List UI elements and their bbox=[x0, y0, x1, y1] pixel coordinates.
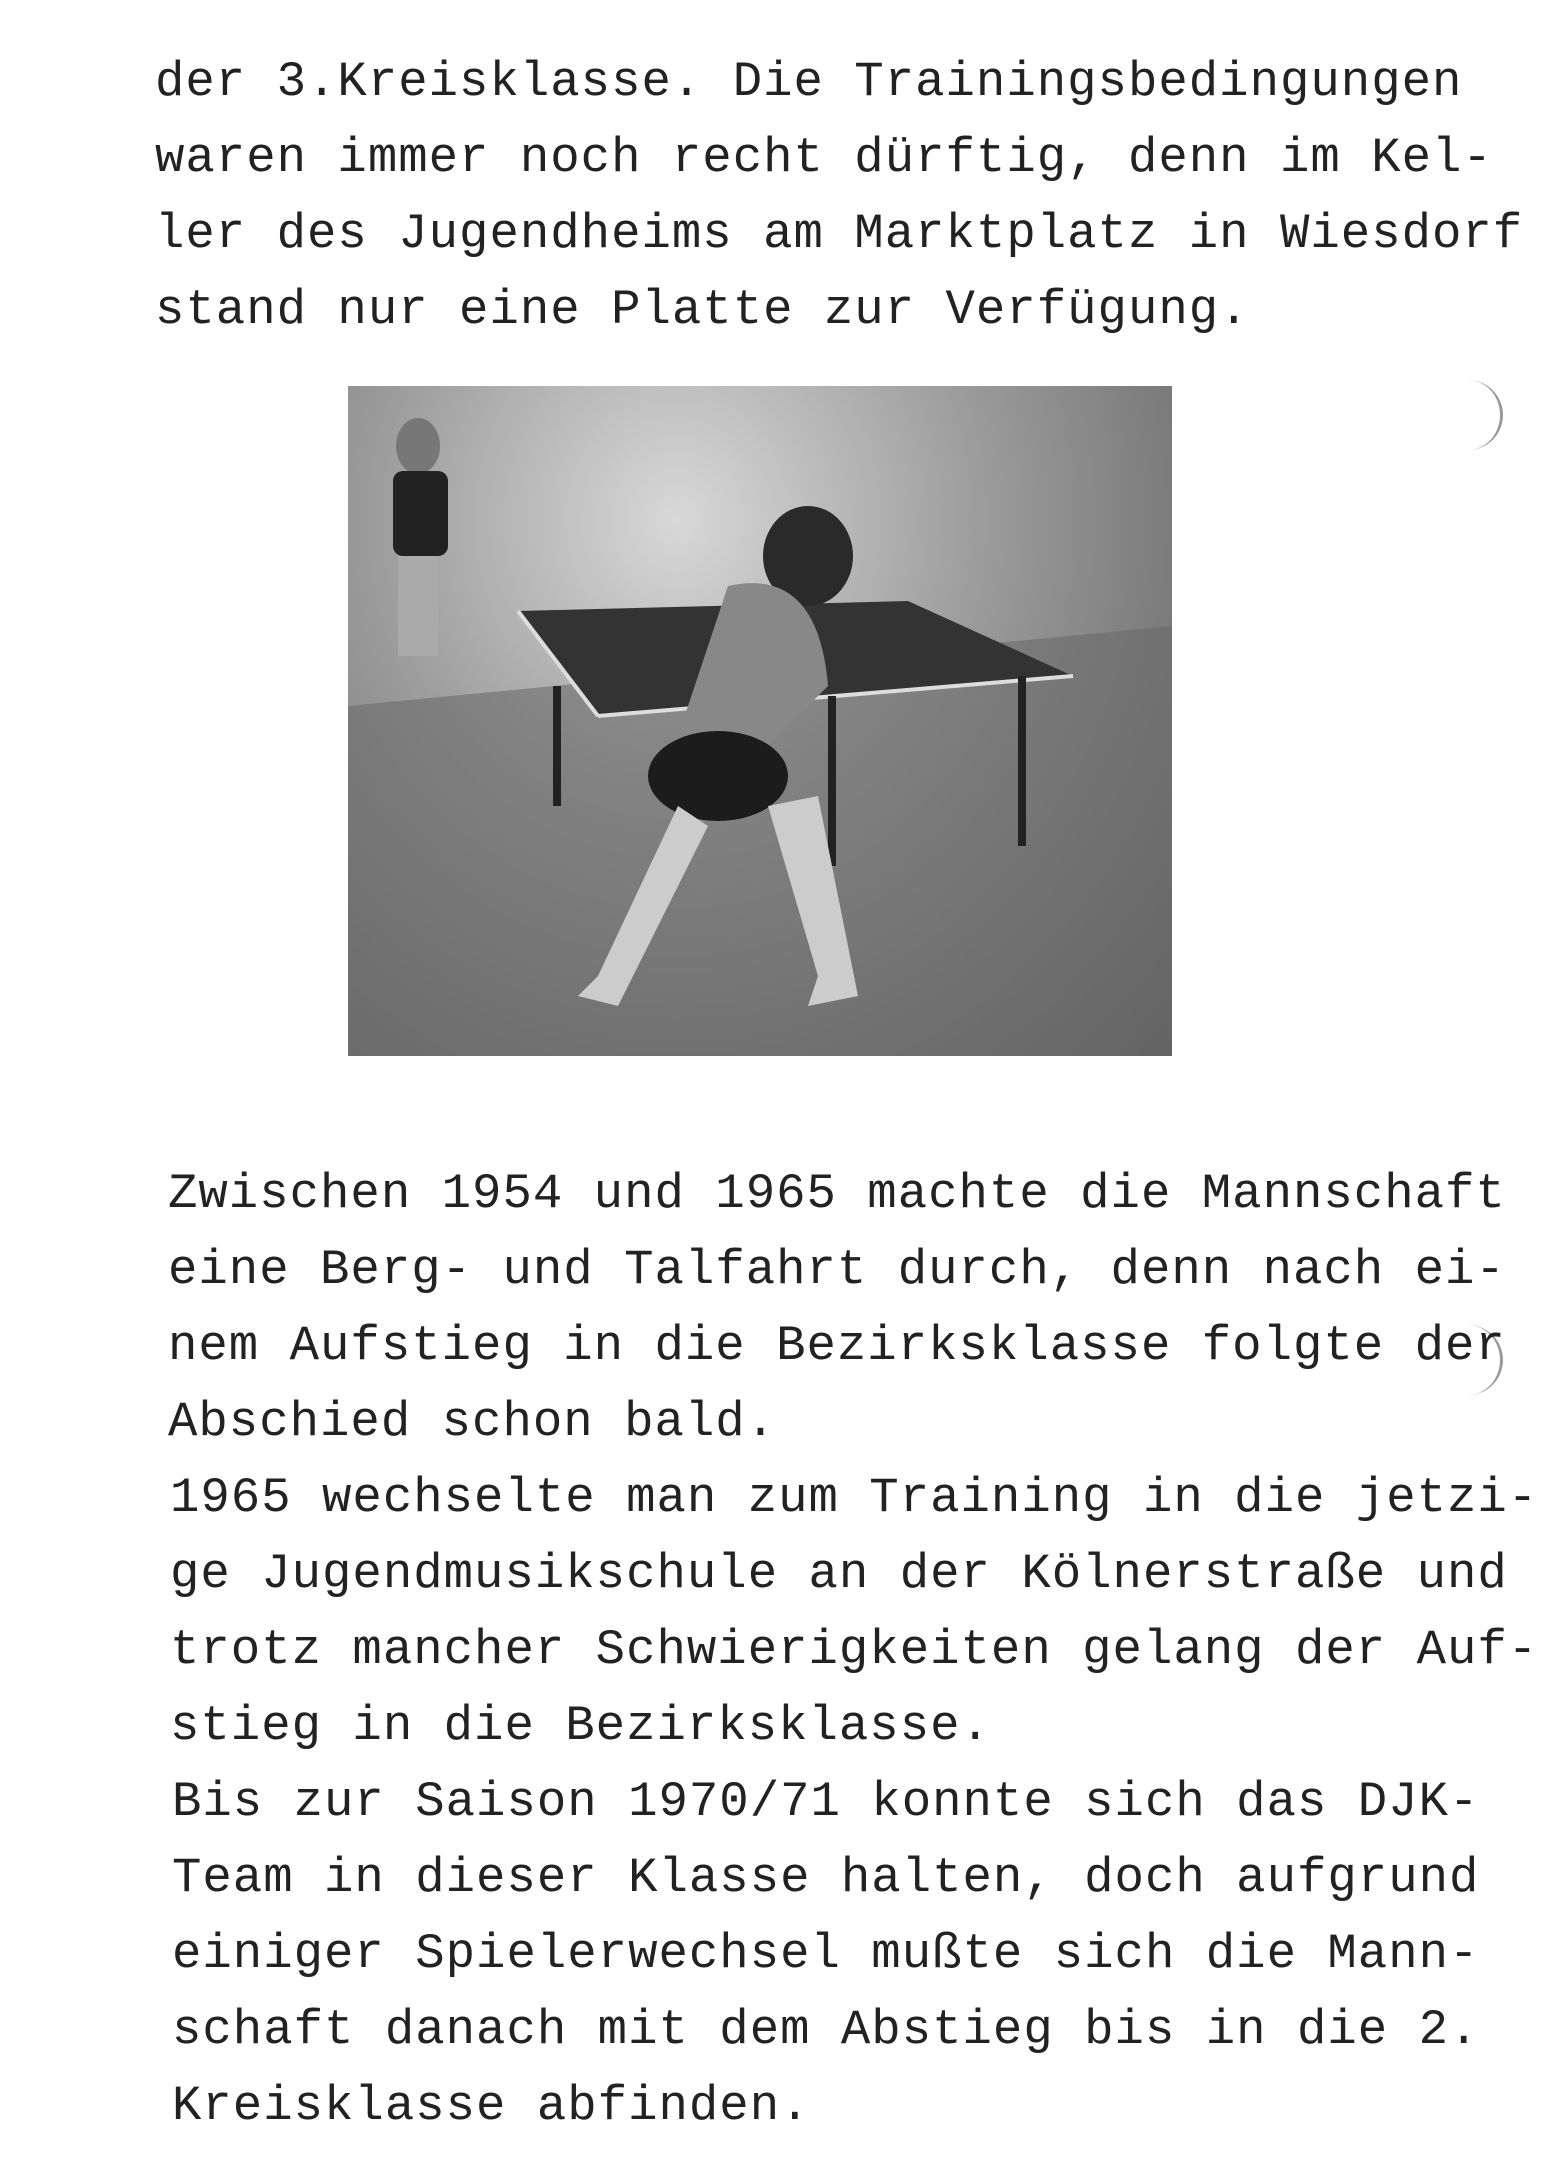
punch-hole-mark bbox=[1460, 380, 1503, 450]
text-line: einiger Spielerwechsel mußte sich die Mann- bbox=[172, 1926, 1480, 1982]
text-line: Kreisklasse abfinden. bbox=[172, 2078, 811, 2134]
text-line: eine Berg- und Talfahrt durch, denn nach ei- bbox=[168, 1242, 1506, 1298]
text-line: Abschied schon bald. bbox=[168, 1394, 777, 1450]
text-line: der 3.Kreisklasse. Die Trainingsbedingungen bbox=[155, 54, 1463, 110]
text-line: 1965 wechselte man zum Training in die jetzi- bbox=[170, 1470, 1539, 1526]
text-line: stand nur eine Platte zur Verfügung. bbox=[155, 282, 1250, 338]
photo-table-tennis bbox=[348, 386, 1172, 1056]
text-line: ge Jugendmusikschule an der Kölnerstraße und bbox=[170, 1546, 1508, 1602]
text-line: Zwischen 1954 und 1965 machte die Mannschaft bbox=[168, 1166, 1506, 1222]
text-line: ler des Jugendheims am Marktplatz in Wiesdorf bbox=[155, 206, 1524, 262]
text-line: Bis zur Saison 1970/71 konnte sich das DJK- bbox=[172, 1774, 1480, 1830]
text-line: waren immer noch recht dürftig, denn im Kel- bbox=[155, 130, 1493, 186]
text-line: Team in dieser Klasse halten, doch aufgrund bbox=[172, 1850, 1480, 1906]
text-line: stieg in die Bezirksklasse. bbox=[170, 1698, 991, 1754]
text-line: trotz mancher Schwierigkeiten gelang der Auf- bbox=[170, 1622, 1539, 1678]
text-line: nem Aufstieg in die Bezirksklasse folgte der bbox=[168, 1318, 1506, 1374]
text-line: schaft danach mit dem Abstieg bis in die 2. bbox=[172, 2002, 1480, 2058]
